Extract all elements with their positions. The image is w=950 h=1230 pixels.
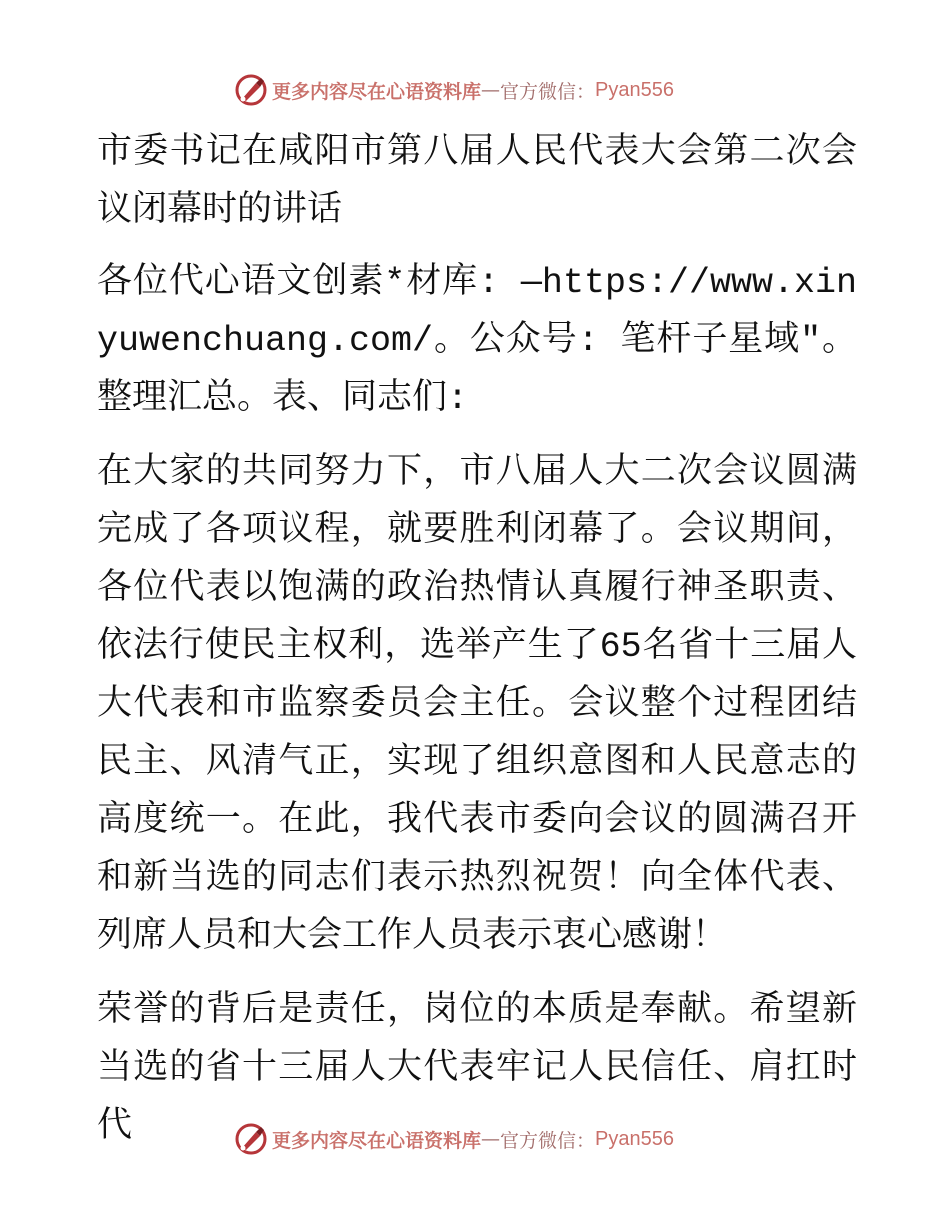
watermark-official-label: 官方微信： — [500, 80, 596, 103]
paragraph-2: 在大家的共同努力下，市八届人大二次会议圆满完成了各项议程，就要胜利闭幕了。会议期间，各位代表以饱满的政治热情认真履行神圣职责、依法行使民主权利，选举产生了65名省十三届人大代表和市监察委员会主任。会议整个过程团结民主、风清气正，实现了组织意图和人民意志的高度统一。在此，我代表市委向会议的圆满召开和新当选的同志们表示热烈祝贺！向全体代表、列席人员和大会工作人员表示衷心感谢！ — [97, 453, 857, 957]
watermark-text: 更多内容尽在心语资料库 — [272, 80, 482, 103]
watermark-official-label: 官方微信： — [500, 1129, 596, 1152]
watermark-dash: — — [481, 79, 501, 101]
paragraph-1: 各位代心语文创素*材库: —https://www.xinyuwenchuang.com/。公众号: 笔杆子星域"。整理汇总。表、同志们: — [97, 263, 857, 419]
watermark-dash: — — [481, 1128, 501, 1150]
pen-logo-icon — [234, 73, 268, 107]
paragraph-3: 荣誉的背后是责任，岗位的本质是奉献。希望新当选的省十三届人大代表牢记人民信任、肩扛时代 — [97, 991, 857, 1147]
watermark-wechat-id: Pyan556 — [595, 1127, 674, 1150]
watermark-banner-bottom — [234, 1121, 674, 1157]
watermark-banner-top — [234, 72, 674, 108]
watermark-text: 更多内容尽在心语资料库 — [272, 1129, 482, 1152]
watermark-wechat-id: Pyan556 — [595, 78, 674, 101]
document-title: 市委书记在咸阳市第八届人民代表大会第二次会议闭幕时的讲话 — [97, 133, 857, 231]
pen-logo-icon — [234, 1122, 268, 1156]
document-body — [97, 124, 857, 1172]
